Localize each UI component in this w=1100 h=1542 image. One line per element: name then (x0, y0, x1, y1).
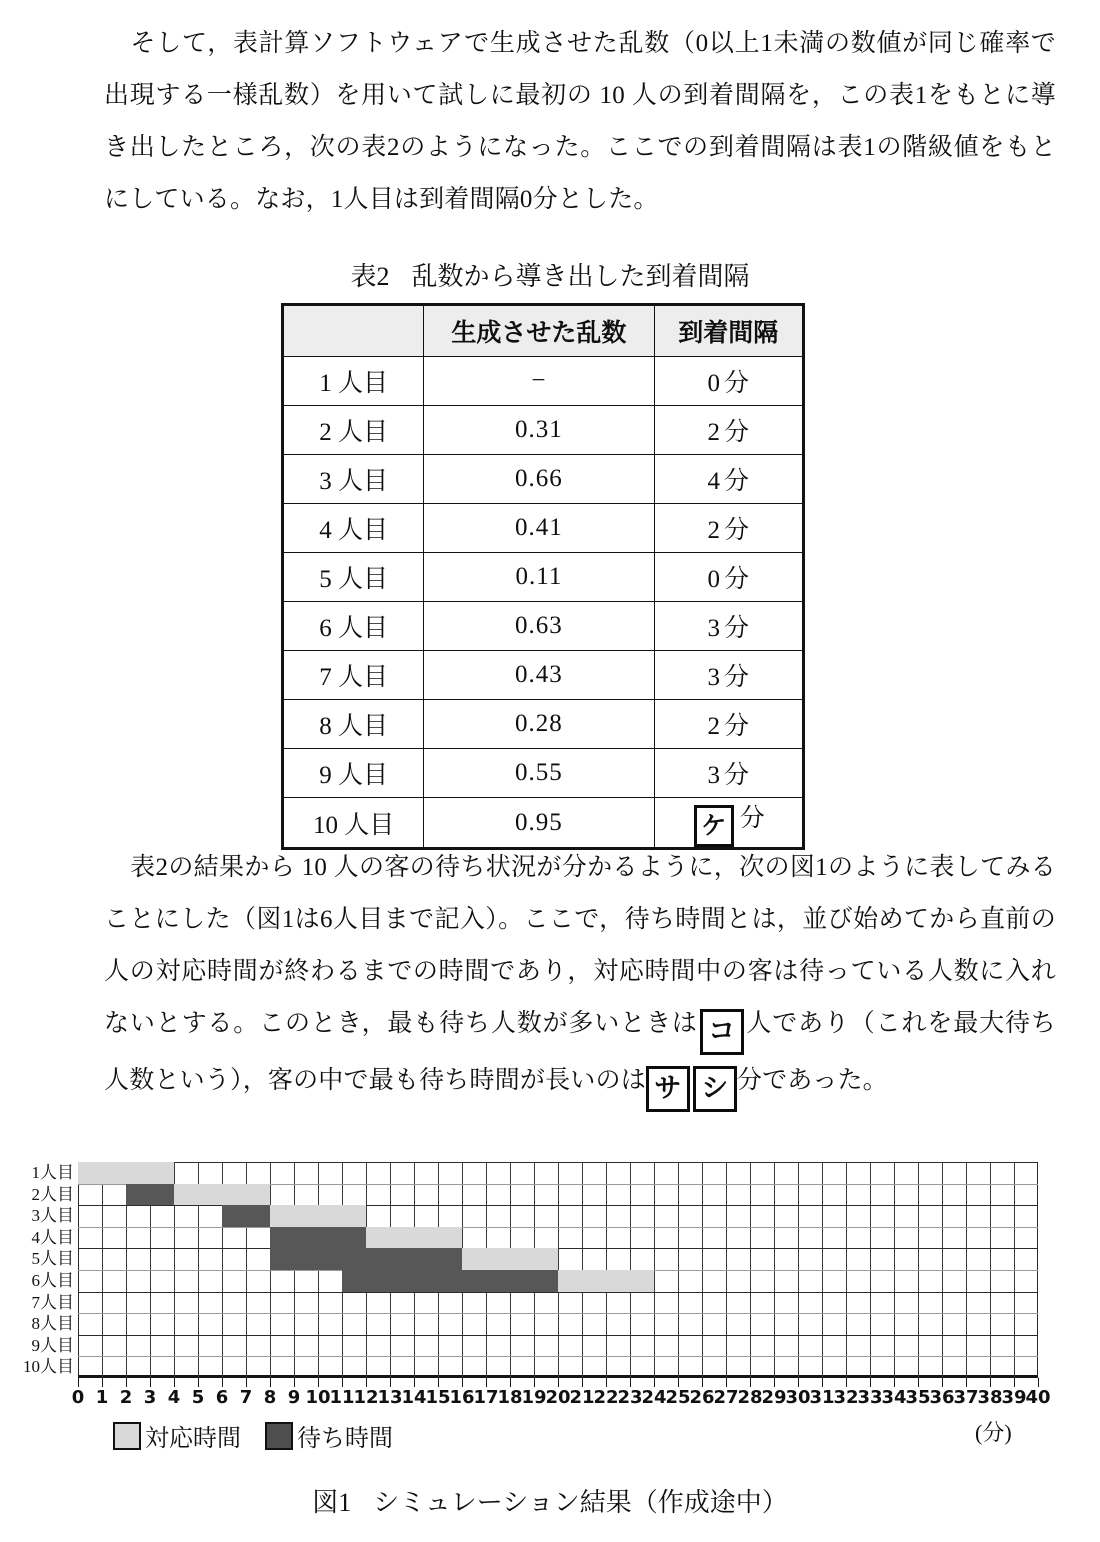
chart-y-label: 9人目 (31, 1335, 74, 1355)
chart-x-tick (510, 1378, 511, 1387)
figure-caption (0, 1482, 1100, 1519)
row-random: 0.31 (424, 406, 654, 455)
row-random: − (424, 357, 654, 406)
chart-x-label: 39 (1001, 1387, 1027, 1408)
row-interval (654, 504, 803, 553)
chart-x-tick (126, 1378, 127, 1387)
chart-x-tick (822, 1378, 823, 1387)
interval-value: 0 (707, 566, 721, 593)
chart-x-label: 6 (215, 1387, 229, 1408)
chart-x-tick (438, 1378, 439, 1387)
interval-unit: 分 (724, 615, 750, 642)
legend-label-wait: 待ち時間 (297, 1424, 393, 1452)
column-header-interval: 到着間隔 (654, 305, 803, 357)
chart-x-axis-labels (0, 1387, 1100, 1413)
chart-x-tick (750, 1378, 751, 1387)
table-caption (0, 256, 1100, 293)
table-row (283, 357, 804, 406)
chart-x-label: 1 (95, 1387, 109, 1408)
row-interval (654, 749, 803, 798)
interval-unit: 分 (739, 805, 765, 832)
question-paragraph (104, 842, 1056, 1112)
interval-unit: 分 (724, 713, 750, 740)
chart-x-tick (870, 1378, 871, 1387)
row-interval (654, 798, 803, 849)
chart-x-label: 37 (953, 1387, 979, 1408)
chart-x-tick (990, 1378, 991, 1387)
chart-x-tick (150, 1378, 151, 1387)
interval-unit: 分 (724, 566, 750, 593)
chart-y-label: 7人目 (31, 1292, 74, 1312)
chart-x-label: 3 (143, 1387, 157, 1408)
chart-x-tick (1038, 1378, 1039, 1387)
chart-y-axis-labels (0, 1162, 74, 1378)
chart-x-tick (798, 1378, 799, 1387)
row-label: 9 人目 (283, 749, 424, 798)
chart-x-label: 10 (305, 1387, 331, 1408)
row-interval (654, 406, 803, 455)
table-body (283, 357, 804, 849)
interval-value: 3 (707, 664, 721, 691)
chart-x-label: 2 (119, 1387, 133, 1408)
interval-unit: 分 (724, 664, 750, 691)
chart-x-label: 12 (353, 1387, 379, 1408)
interval-value: 3 (707, 762, 721, 789)
chart-x-label: 38 (977, 1387, 1003, 1408)
chart-x-tick (702, 1378, 703, 1387)
row-random: 0.66 (424, 455, 654, 504)
chart-x-label: 24 (641, 1387, 667, 1408)
grid-hline (78, 1292, 1038, 1293)
chart-y-label: 1人目 (31, 1163, 74, 1182)
chart-x-tick (558, 1378, 559, 1387)
chart-x-label: 33 (857, 1387, 883, 1408)
row-label: 10 人目 (283, 798, 424, 849)
chart-y-label: 4人目 (31, 1227, 74, 1247)
chart-bar-wait (270, 1227, 366, 1249)
row-label: 6 人目 (283, 602, 424, 651)
chart-x-tick (366, 1378, 367, 1387)
table-row (283, 455, 804, 504)
figure-caption-text: シミュレーション結果（作成途中） (373, 1488, 788, 1517)
chart-x-label: 8 (263, 1387, 277, 1408)
chart-x-label: 15 (425, 1387, 451, 1408)
row-label: 8 人目 (283, 700, 424, 749)
figure-caption-label: 図1 (312, 1488, 352, 1517)
row-random: 0.11 (424, 553, 654, 602)
chart-x-label: 22 (593, 1387, 619, 1408)
chart-x-label: 4 (167, 1387, 181, 1408)
interval-unit: 分 (724, 468, 750, 495)
table-caption-text: 乱数から導き出した到着間隔 (411, 262, 750, 291)
chart-x-tick (582, 1378, 583, 1387)
row-random: 0.55 (424, 749, 654, 798)
interval-unit: 分 (724, 517, 750, 544)
question-text-c: 分であった。 (736, 1067, 888, 1094)
chart-y-label: 3人目 (31, 1206, 74, 1226)
chart-plot-area (78, 1162, 1038, 1378)
grid-hline (78, 1227, 1038, 1228)
chart-bar-serve (270, 1205, 366, 1227)
chart-x-label: 30 (785, 1387, 811, 1408)
legend-item-wait (265, 1418, 393, 1453)
table-row (283, 553, 804, 602)
row-interval (654, 455, 803, 504)
interval-value: 2 (707, 713, 721, 740)
table-arrival-intervals (281, 303, 805, 850)
chart-x-axis-unit: (分) (975, 1420, 1012, 1445)
chart-x-tick (894, 1378, 895, 1387)
table-row (283, 798, 804, 849)
chart-y-label: 10人目 (23, 1357, 74, 1377)
chart-x-tick (294, 1378, 295, 1387)
chart-x-label: 23 (617, 1387, 643, 1408)
chart-x-label: 35 (905, 1387, 931, 1408)
row-random: 0.63 (424, 602, 654, 651)
chart-x-label: 16 (449, 1387, 475, 1408)
chart-x-label: 18 (497, 1387, 523, 1408)
table-caption-label: 表2 (350, 262, 390, 291)
chart-x-tick (726, 1378, 727, 1387)
chart-x-tick (222, 1378, 223, 1387)
chart-x-label: 19 (521, 1387, 547, 1408)
chart-bar-wait (342, 1270, 558, 1292)
table-row (283, 504, 804, 553)
chart-x-label: 28 (737, 1387, 763, 1408)
chart-x-tick (342, 1378, 343, 1387)
chart-x-tick (654, 1378, 655, 1387)
chart-x-tick (390, 1378, 391, 1387)
row-label: 3 人目 (283, 455, 424, 504)
chart-x-tick (678, 1378, 679, 1387)
table-row (283, 602, 804, 651)
interval-value: 3 (707, 615, 721, 642)
row-label: 5 人目 (283, 553, 424, 602)
chart-x-tick (774, 1378, 775, 1387)
chart-x-label: 20 (545, 1387, 571, 1408)
chart-x-tick (78, 1378, 79, 1387)
table-row (283, 749, 804, 798)
chart-x-label: 25 (665, 1387, 691, 1408)
interval-value: 0 (707, 370, 721, 397)
legend-swatch-wait-icon (265, 1422, 293, 1450)
chart-x-tick (486, 1378, 487, 1387)
chart-x-tick (606, 1378, 607, 1387)
row-interval (654, 651, 803, 700)
chart-x-tick (318, 1378, 319, 1387)
row-label: 4 人目 (283, 504, 424, 553)
row-label: 7 人目 (283, 651, 424, 700)
interval-unit: 分 (724, 370, 750, 397)
chart-x-label: 9 (287, 1387, 301, 1408)
interval-value: 4 (707, 468, 721, 495)
chart-x-tick (534, 1378, 535, 1387)
answer-box-ke[interactable]: ケ (694, 805, 734, 847)
chart-x-label: 7 (239, 1387, 253, 1408)
grid-hline (78, 1335, 1038, 1336)
table-row (283, 651, 804, 700)
chart-x-label: 14 (401, 1387, 427, 1408)
chart-bar-serve (174, 1184, 270, 1206)
table-row (283, 700, 804, 749)
chart-x-label: 34 (881, 1387, 907, 1408)
chart-x-label: 13 (377, 1387, 403, 1408)
chart-x-label: 40 (1025, 1387, 1051, 1408)
chart-x-label: 5 (191, 1387, 205, 1408)
chart-bar-serve (558, 1270, 654, 1292)
column-header-random: 生成させた乱数 (424, 305, 654, 357)
chart-x-label: 29 (761, 1387, 787, 1408)
chart-legend (113, 1418, 393, 1453)
question-text-a: 表2の結果から 10 人の客の待ち状況が分かるように，次の図1のように表してみることにした（図1は6人目まで記入）。ここで，待ち時間とは，並び始めてから直前の人の対応時間が終わるまでの時間であり，対応時間中の客は待っている人数に入れないとする。このとき，最も待ち人数が多いときは (104, 854, 1056, 1037)
chart-x-label: 27 (713, 1387, 739, 1408)
chart-x-tick (246, 1378, 247, 1387)
chart-x-label: 21 (569, 1387, 595, 1408)
row-label: 2 人目 (283, 406, 424, 455)
row-random: 0.41 (424, 504, 654, 553)
simulation-gantt-chart (0, 1148, 1100, 1448)
chart-x-label: 11 (329, 1387, 355, 1408)
chart-y-label: 6人目 (31, 1271, 74, 1290)
chart-x-tick (846, 1378, 847, 1387)
chart-x-tick (630, 1378, 631, 1387)
chart-x-label: 26 (689, 1387, 715, 1408)
table-header-row (283, 305, 804, 357)
chart-x-tick (102, 1378, 103, 1387)
legend-swatch-serve-icon (113, 1422, 141, 1450)
chart-bar-serve (366, 1227, 462, 1249)
chart-x-tick (270, 1378, 271, 1387)
chart-y-label: 8人目 (31, 1314, 74, 1334)
row-interval (654, 602, 803, 651)
grid-hline (78, 1248, 1038, 1249)
chart-x-tick (918, 1378, 919, 1387)
row-interval (654, 700, 803, 749)
legend-label-serve: 対応時間 (145, 1424, 241, 1452)
table-row (283, 406, 804, 455)
chart-x-tick (942, 1378, 943, 1387)
row-label: 1 人目 (283, 357, 424, 406)
row-random: 0.28 (424, 700, 654, 749)
row-interval (654, 357, 803, 406)
chart-x-label: 17 (473, 1387, 499, 1408)
column-header-person (283, 305, 424, 357)
interval-value: 2 (707, 517, 721, 544)
chart-bar-serve (78, 1162, 174, 1184)
interval-unit: 分 (724, 762, 750, 789)
chart-x-label: 0 (71, 1387, 85, 1408)
row-random: 0.95 (424, 798, 654, 849)
chart-y-label: 2人目 (31, 1184, 74, 1204)
chart-y-label: 5人目 (31, 1249, 74, 1269)
chart-x-tick (414, 1378, 415, 1387)
chart-x-tick (1014, 1378, 1015, 1387)
intro-paragraph-text: そして，表計算ソフトウェアで生成させた乱数（0以上1未満の数値が同じ確率で出現する一様乱数）を用いて試しに最初の 10 人の到着間隔を，この表1をもとに導き出したところ，次の表2のようになった。ここでの到着間隔は表1の階級値をもとにしている。なお，1人目は到着間隔0分とした。 (104, 30, 1056, 213)
chart-bar-serve (462, 1248, 558, 1270)
interval-unit: 分 (724, 419, 750, 446)
answer-box-ko[interactable]: コ (700, 1009, 744, 1055)
row-random: 0.43 (424, 651, 654, 700)
interval-value: 2 (707, 419, 721, 446)
answer-box-shi[interactable]: シ (693, 1066, 737, 1112)
chart-x-tick (174, 1378, 175, 1387)
answer-box-sa[interactable]: サ (646, 1066, 690, 1112)
chart-x-tick (198, 1378, 199, 1387)
chart-bar-wait (222, 1205, 270, 1227)
grid-hline (78, 1313, 1038, 1314)
chart-x-label: 36 (929, 1387, 955, 1408)
legend-item-serve (113, 1418, 241, 1453)
row-interval (654, 553, 803, 602)
chart-x-label: 32 (833, 1387, 859, 1408)
chart-bar-wait (270, 1248, 462, 1270)
intro-paragraph (104, 18, 1056, 226)
chart-x-label: 31 (809, 1387, 835, 1408)
chart-x-tick (462, 1378, 463, 1387)
question-text-b: 人であり（これを最大待ち人数という），客の中で最も待ち時間が長いのは (104, 1010, 1057, 1094)
grid-hline (78, 1356, 1038, 1357)
chart-x-tick (966, 1378, 967, 1387)
chart-bar-wait (126, 1184, 174, 1206)
